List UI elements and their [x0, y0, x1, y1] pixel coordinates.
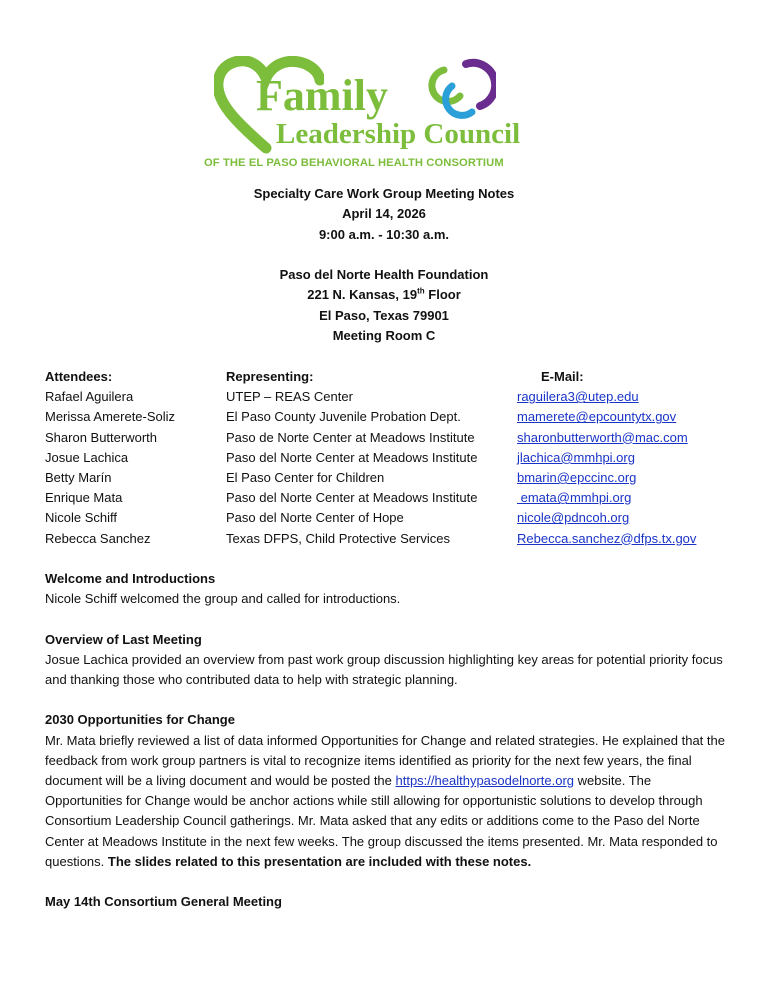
section-heading-opportunities: 2030 Opportunities for Change — [45, 712, 235, 728]
table-row — [45, 428, 725, 448]
table-row — [45, 468, 725, 488]
section-text-opportunities: Mr. Mata briefly reviewed a list of data informed Opportunities for Change and related strategies. He explained that the feedback from work group partners is vital to recognize items identified as priority for the next few years, the final document will be a living document and would be posted the https://healthypasodelnorte.org website. The Opportunities for Change would be anchor actions while still allowing for opportunistic solutions to develop through Consortium Leadership Council gatherings. Mr. Mata asked that any edits or additions come to the Paso del Norte Center at Meadows Institute in the next few weeks. The group discussed the items presented. Mr. Mata responded to questions. The slides related to this presentation are included with these notes. — [45, 732, 725, 869]
meeting-date: April 14, 2026 — [342, 206, 426, 222]
email-link[interactable]: Rebecca.sanchez@dfps.tx.gov — [517, 530, 697, 546]
attendee-organization: UTEP – REAS Center — [226, 389, 353, 405]
interlocking-circles-icon — [426, 56, 496, 126]
section-heading-overview: Overview of Last Meeting — [45, 631, 202, 647]
attendee-name: Enrique Mata — [45, 490, 123, 506]
table-row — [45, 407, 725, 427]
attendee-organization: Paso del Norte Center at Meadows Institute — [226, 490, 478, 506]
location-room: Meeting Room C — [332, 327, 436, 343]
attendee-name: Rebecca Sanchez — [45, 530, 151, 546]
email-link[interactable]: mamerete@epcountytx.gov — [517, 409, 677, 425]
logo-family-text: Family — [256, 71, 388, 120]
location-city: El Paso, Texas 79901 — [319, 307, 449, 323]
attendee-name: Sharon Butterworth — [45, 429, 158, 445]
section-text-overview: Josue Lachica provided an overview from past work group discussion highlighting key areas for potential priority focus and thanking those who contributed data to help with strategic planning. — [45, 651, 723, 687]
email-link[interactable]: emata@mmhpi.org — [517, 490, 632, 506]
attendee-name: Rafael Aguilera — [45, 389, 134, 405]
attendee-name: Josue Lachica — [45, 449, 129, 465]
table-row — [45, 387, 725, 407]
slides-note: The slides related to this presentation are included with these notes. — [107, 853, 532, 869]
logo-council-text: Leadership Council — [276, 118, 521, 150]
meeting-notes-body — [45, 569, 725, 912]
attendee-organization: Paso de Norte Center at Meadows Institute — [226, 429, 475, 445]
email-link[interactable]: jlachica@mmhpi.org — [517, 449, 635, 465]
attendee-organization: Texas DFPS, Child Protective Services — [226, 530, 450, 546]
header-email: E-Mail: — [541, 369, 584, 384]
meeting-title: Specialty Care Work Group Meeting Notes — [253, 186, 515, 201]
attendees-header-row — [45, 367, 725, 387]
healthypasodelnorte-link[interactable]: https://healthypasodelnorte.org — [395, 773, 575, 788]
location-name: Paso del Norte Health Foundation — [279, 267, 489, 282]
family-leadership-council-logo — [204, 52, 536, 174]
section-heading-may-meeting: May 14th Consortium General Meeting — [45, 894, 282, 910]
attendee-organization: Paso del Norte Center at Meadows Institute — [226, 449, 478, 465]
table-row — [45, 488, 725, 508]
section-heading-welcome: Welcome and Introductions — [45, 571, 216, 586]
attendee-organization: Paso del Norte Center of Hope — [226, 510, 404, 526]
table-row — [45, 508, 725, 528]
header-attendees: Attendees: — [45, 369, 113, 384]
email-link[interactable]: raguilera3@utep.edu — [517, 389, 639, 405]
section-text-welcome: Nicole Schiff welcomed the group and called for introductions. — [45, 591, 401, 607]
attendee-name: Betty Marín — [45, 469, 112, 485]
email-link[interactable]: sharonbutterworth@mac.com — [517, 429, 688, 445]
attendee-organization: El Paso Center for Children — [226, 469, 385, 485]
attendee-name: Merissa Amerete-Soliz — [45, 409, 176, 425]
table-row — [45, 448, 725, 468]
attendee-name: Nicole Schiff — [45, 510, 118, 526]
meeting-heading — [0, 184, 768, 245]
meeting-location — [0, 265, 768, 346]
location-street: 221 N. Kansas, 19th Floor — [307, 286, 461, 303]
email-link[interactable]: nicole@pdncoh.org — [517, 510, 630, 526]
logo-subtitle: OF THE EL PASO BEHAVIORAL HEALTH CONSORTIUM — [204, 157, 504, 169]
attendee-organization: El Paso County Juvenile Probation Dept. — [226, 409, 461, 425]
email-link[interactable]: bmarin@epccinc.org — [517, 469, 637, 485]
table-row — [45, 529, 725, 549]
attendees-table — [45, 367, 725, 549]
header-representing: Representing: — [226, 369, 314, 384]
meeting-time: 9:00 a.m. - 10:30 a.m. — [318, 226, 450, 242]
